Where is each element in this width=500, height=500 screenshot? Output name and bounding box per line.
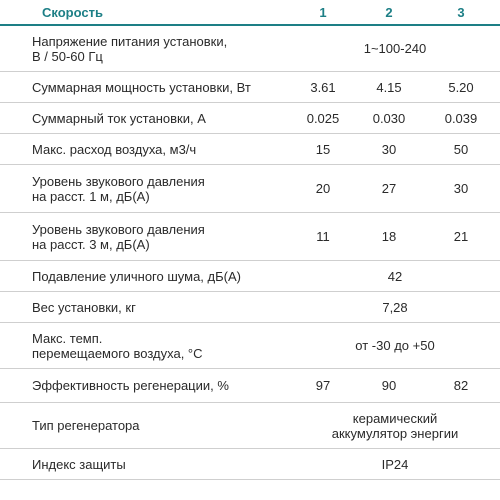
row-value-airflow-2: 30	[356, 134, 422, 165]
row-value-noise-3m-2: 18	[356, 213, 422, 261]
row-label-regenerator: Тип регенератора	[0, 403, 290, 449]
row-value-power-2: 4.15	[356, 72, 422, 103]
table-row	[0, 403, 500, 449]
row-value-air-temp: от -30 до +50	[290, 323, 500, 369]
table-row	[0, 292, 500, 323]
table-row	[0, 25, 500, 72]
table-row	[0, 261, 500, 292]
row-value-power-1: 3.61	[290, 72, 356, 103]
row-label-efficiency: Эффективность регенерации, %	[0, 369, 290, 403]
header-label: Скорость	[0, 0, 290, 25]
header-speed-2: 2	[356, 0, 422, 25]
header-speed-1: 1	[290, 0, 356, 25]
row-value-noise-1m-1: 20	[290, 165, 356, 213]
row-value-current-2: 0.030	[356, 103, 422, 134]
row-value-noise-suppression: 42	[290, 261, 500, 292]
table-row	[0, 323, 500, 369]
table-row	[0, 369, 500, 403]
row-label-noise-suppression: Подавление уличного шума, дБ(А)	[0, 261, 290, 292]
row-value-power-3: 5.20	[422, 72, 500, 103]
row-label-noise-1m: Уровень звукового давления на расст. 1 м, дБ(А)	[0, 165, 290, 213]
table-body	[0, 25, 500, 480]
row-value-current-1: 0.025	[290, 103, 356, 134]
row-value-protection: IP24	[290, 449, 500, 480]
table-row	[0, 134, 500, 165]
row-label-air-temp: Макс. темп. перемещаемого воздуха, °С	[0, 323, 290, 369]
row-label-power: Суммарная мощность установки, Вт	[0, 72, 290, 103]
table-row	[0, 449, 500, 480]
row-label-voltage: Напряжение питания установки, В / 50-60 Гц	[0, 25, 290, 72]
row-value-airflow-1: 15	[290, 134, 356, 165]
table-row	[0, 103, 500, 134]
row-label-current: Суммарный ток установки, А	[0, 103, 290, 134]
row-value-current-3: 0.039	[422, 103, 500, 134]
table-header	[0, 0, 500, 25]
table-row	[0, 72, 500, 103]
row-value-noise-3m-1: 11	[290, 213, 356, 261]
header-speed-3: 3	[422, 0, 500, 25]
table-row	[0, 213, 500, 261]
row-value-noise-3m-3: 21	[422, 213, 500, 261]
row-label-noise-3m: Уровень звукового давления на расст. 3 м, дБ(А)	[0, 213, 290, 261]
row-value-noise-1m-2: 27	[356, 165, 422, 213]
row-label-weight: Вес установки, кг	[0, 292, 290, 323]
row-value-efficiency-2: 90	[356, 369, 422, 403]
row-value-weight: 7,28	[290, 292, 500, 323]
table-row	[0, 165, 500, 213]
row-value-noise-1m-3: 30	[422, 165, 500, 213]
row-label-protection: Индекс защиты	[0, 449, 290, 480]
row-label-airflow: Макс. расход воздуха, м3/ч	[0, 134, 290, 165]
row-value-voltage: 1~100-240	[290, 25, 500, 72]
row-value-efficiency-1: 97	[290, 369, 356, 403]
row-value-airflow-3: 50	[422, 134, 500, 165]
row-value-efficiency-3: 82	[422, 369, 500, 403]
row-value-regenerator: керамический аккумулятор энергии	[290, 403, 500, 449]
